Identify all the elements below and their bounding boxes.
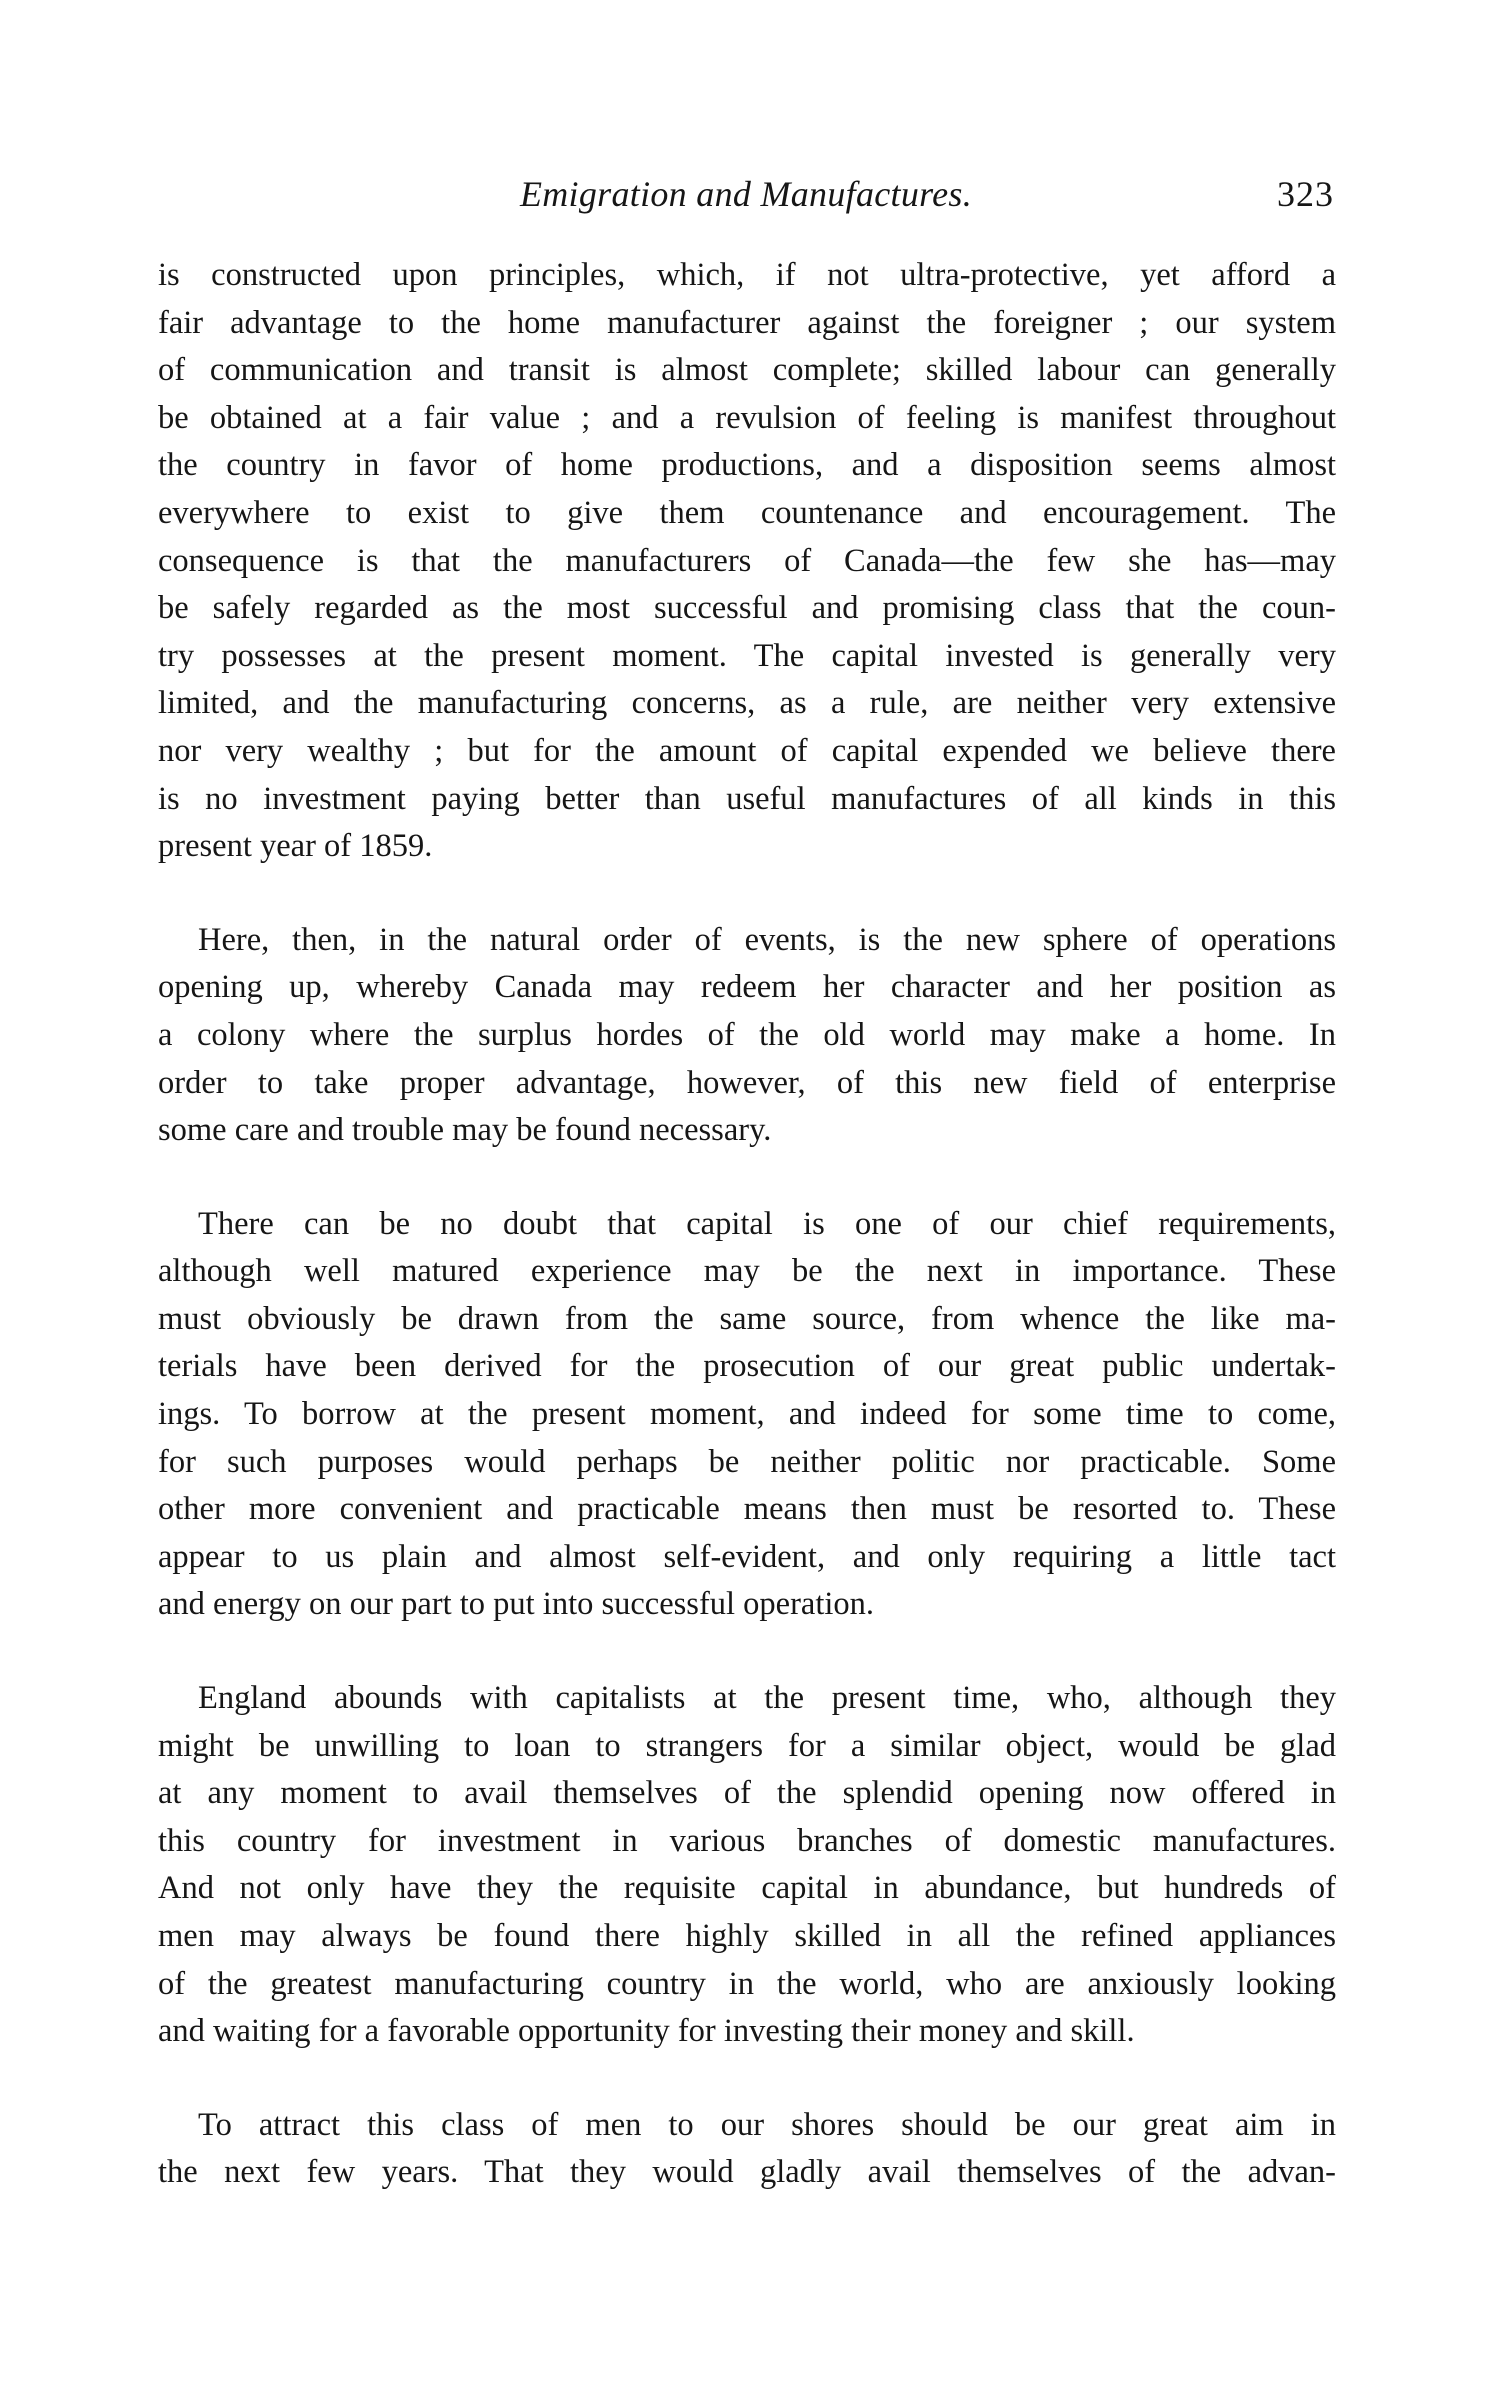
text-line: limited, and the manufacturing concerns, as a rule, are neither very extensive (158, 685, 1336, 722)
text-line: ings. To borrow at the present moment, and indeed for some time to come, (158, 1396, 1336, 1433)
paragraph-gap (158, 2056, 1336, 2102)
running-head (156, 168, 1336, 220)
text-line: England abounds with capitalists at the present time, who, although they (198, 1680, 1336, 1717)
page-number: 323 (1277, 174, 1334, 214)
text-line: order to take proper advantage, however, of this new field of enterprise (158, 1064, 1336, 1101)
body-text (158, 252, 1336, 2197)
paragraph-5 (158, 2102, 1336, 2197)
paragraph-3 (158, 1201, 1336, 1629)
text-line: for such purposes would perhaps be neither politic nor practicable. Some (158, 1443, 1336, 1480)
text-line: a colony where the surplus hordes of the old world may make a home. In (158, 1016, 1336, 1053)
paragraph-4 (158, 1675, 1336, 2056)
text-line: To attract this class of men to our shores should be our great aim in (198, 2106, 1336, 2143)
text-line: Here, then, in the natural order of events, is the new sphere of operations (198, 921, 1336, 958)
text-line: is no investment paying better than useful manufactures of all kinds in this (158, 780, 1336, 817)
text-line: There can be no doubt that capital is one of our chief requirements, (198, 1205, 1336, 1242)
text-line: be safely regarded as the most successful and promising class that the coun- (158, 590, 1336, 627)
text-line: opening up, whereby Canada may redeem her character and her position as (158, 969, 1336, 1006)
paragraph-1 (158, 252, 1336, 871)
text-line: appear to us plain and almost self-evident, and only requiring a little tact (158, 1538, 1336, 1575)
text-line: some care and trouble may be found necessary. (158, 1112, 772, 1149)
text-line: be obtained at a fair value ; and a revulsion of feeling is manifest throughout (158, 399, 1336, 436)
text-line: other more convenient and practicable means then must be resorted to. These (158, 1491, 1336, 1528)
paragraph-gap (158, 1155, 1336, 1201)
text-line: this country for investment in various branches of domestic manufactures. (158, 1822, 1336, 1859)
text-line: consequence is that the manufacturers of Canada—the few she has—may (158, 542, 1336, 579)
text-line: must obviously be drawn from the same source, from whence the like ma- (158, 1300, 1336, 1337)
text-line: is constructed upon principles, which, if not ultra-protective, yet afford a (158, 257, 1336, 293)
text-line: of communication and transit is almost complete; skilled labour can generally (158, 352, 1336, 389)
text-line: might be unwilling to loan to strangers for a similar object, would be glad (158, 1727, 1336, 1764)
text-line: at any moment to avail themselves of the splendid opening now offered in (158, 1775, 1336, 1812)
text-line: everywhere to exist to give them countenance and encouragement. The (158, 494, 1336, 531)
text-line: and waiting for a favorable opportunity for investing their money and skill. (158, 2013, 1135, 2050)
text-line: present year of 1859. (158, 828, 433, 865)
text-line: the country in favor of home productions, and a disposition seems almost (158, 447, 1336, 484)
paragraph-gap (158, 871, 1336, 917)
text-line: fair advantage to the home manufacturer against the foreigner ; our system (158, 304, 1336, 341)
text-line: of the greatest manufacturing country in the world, who are anxiously looking (158, 1965, 1336, 2002)
paragraph-gap (158, 1629, 1336, 1675)
text-line: try possesses at the present moment. The capital invested is generally very (158, 637, 1336, 674)
text-line: and energy on our part to put into successful operation. (158, 1586, 875, 1623)
running-title: Emigration and Manufactures. (519, 174, 973, 214)
text-line: the next few years. That they would gladly avail themselves of the advan- (158, 2154, 1336, 2191)
text-line: although well matured experience may be the next in importance. These (158, 1253, 1336, 1290)
text-line: terials have been derived for the prosecution of our great public undertak- (158, 1348, 1336, 1385)
text-line: men may always be found there highly skilled in all the refined appliances (158, 1918, 1336, 1954)
text-line: nor very wealthy ; but for the amount of capital expended we believe there (158, 732, 1336, 769)
text-line: And not only have they the requisite capital in abundance, but hundreds of (158, 1870, 1336, 1907)
paragraph-2 (158, 917, 1336, 1155)
